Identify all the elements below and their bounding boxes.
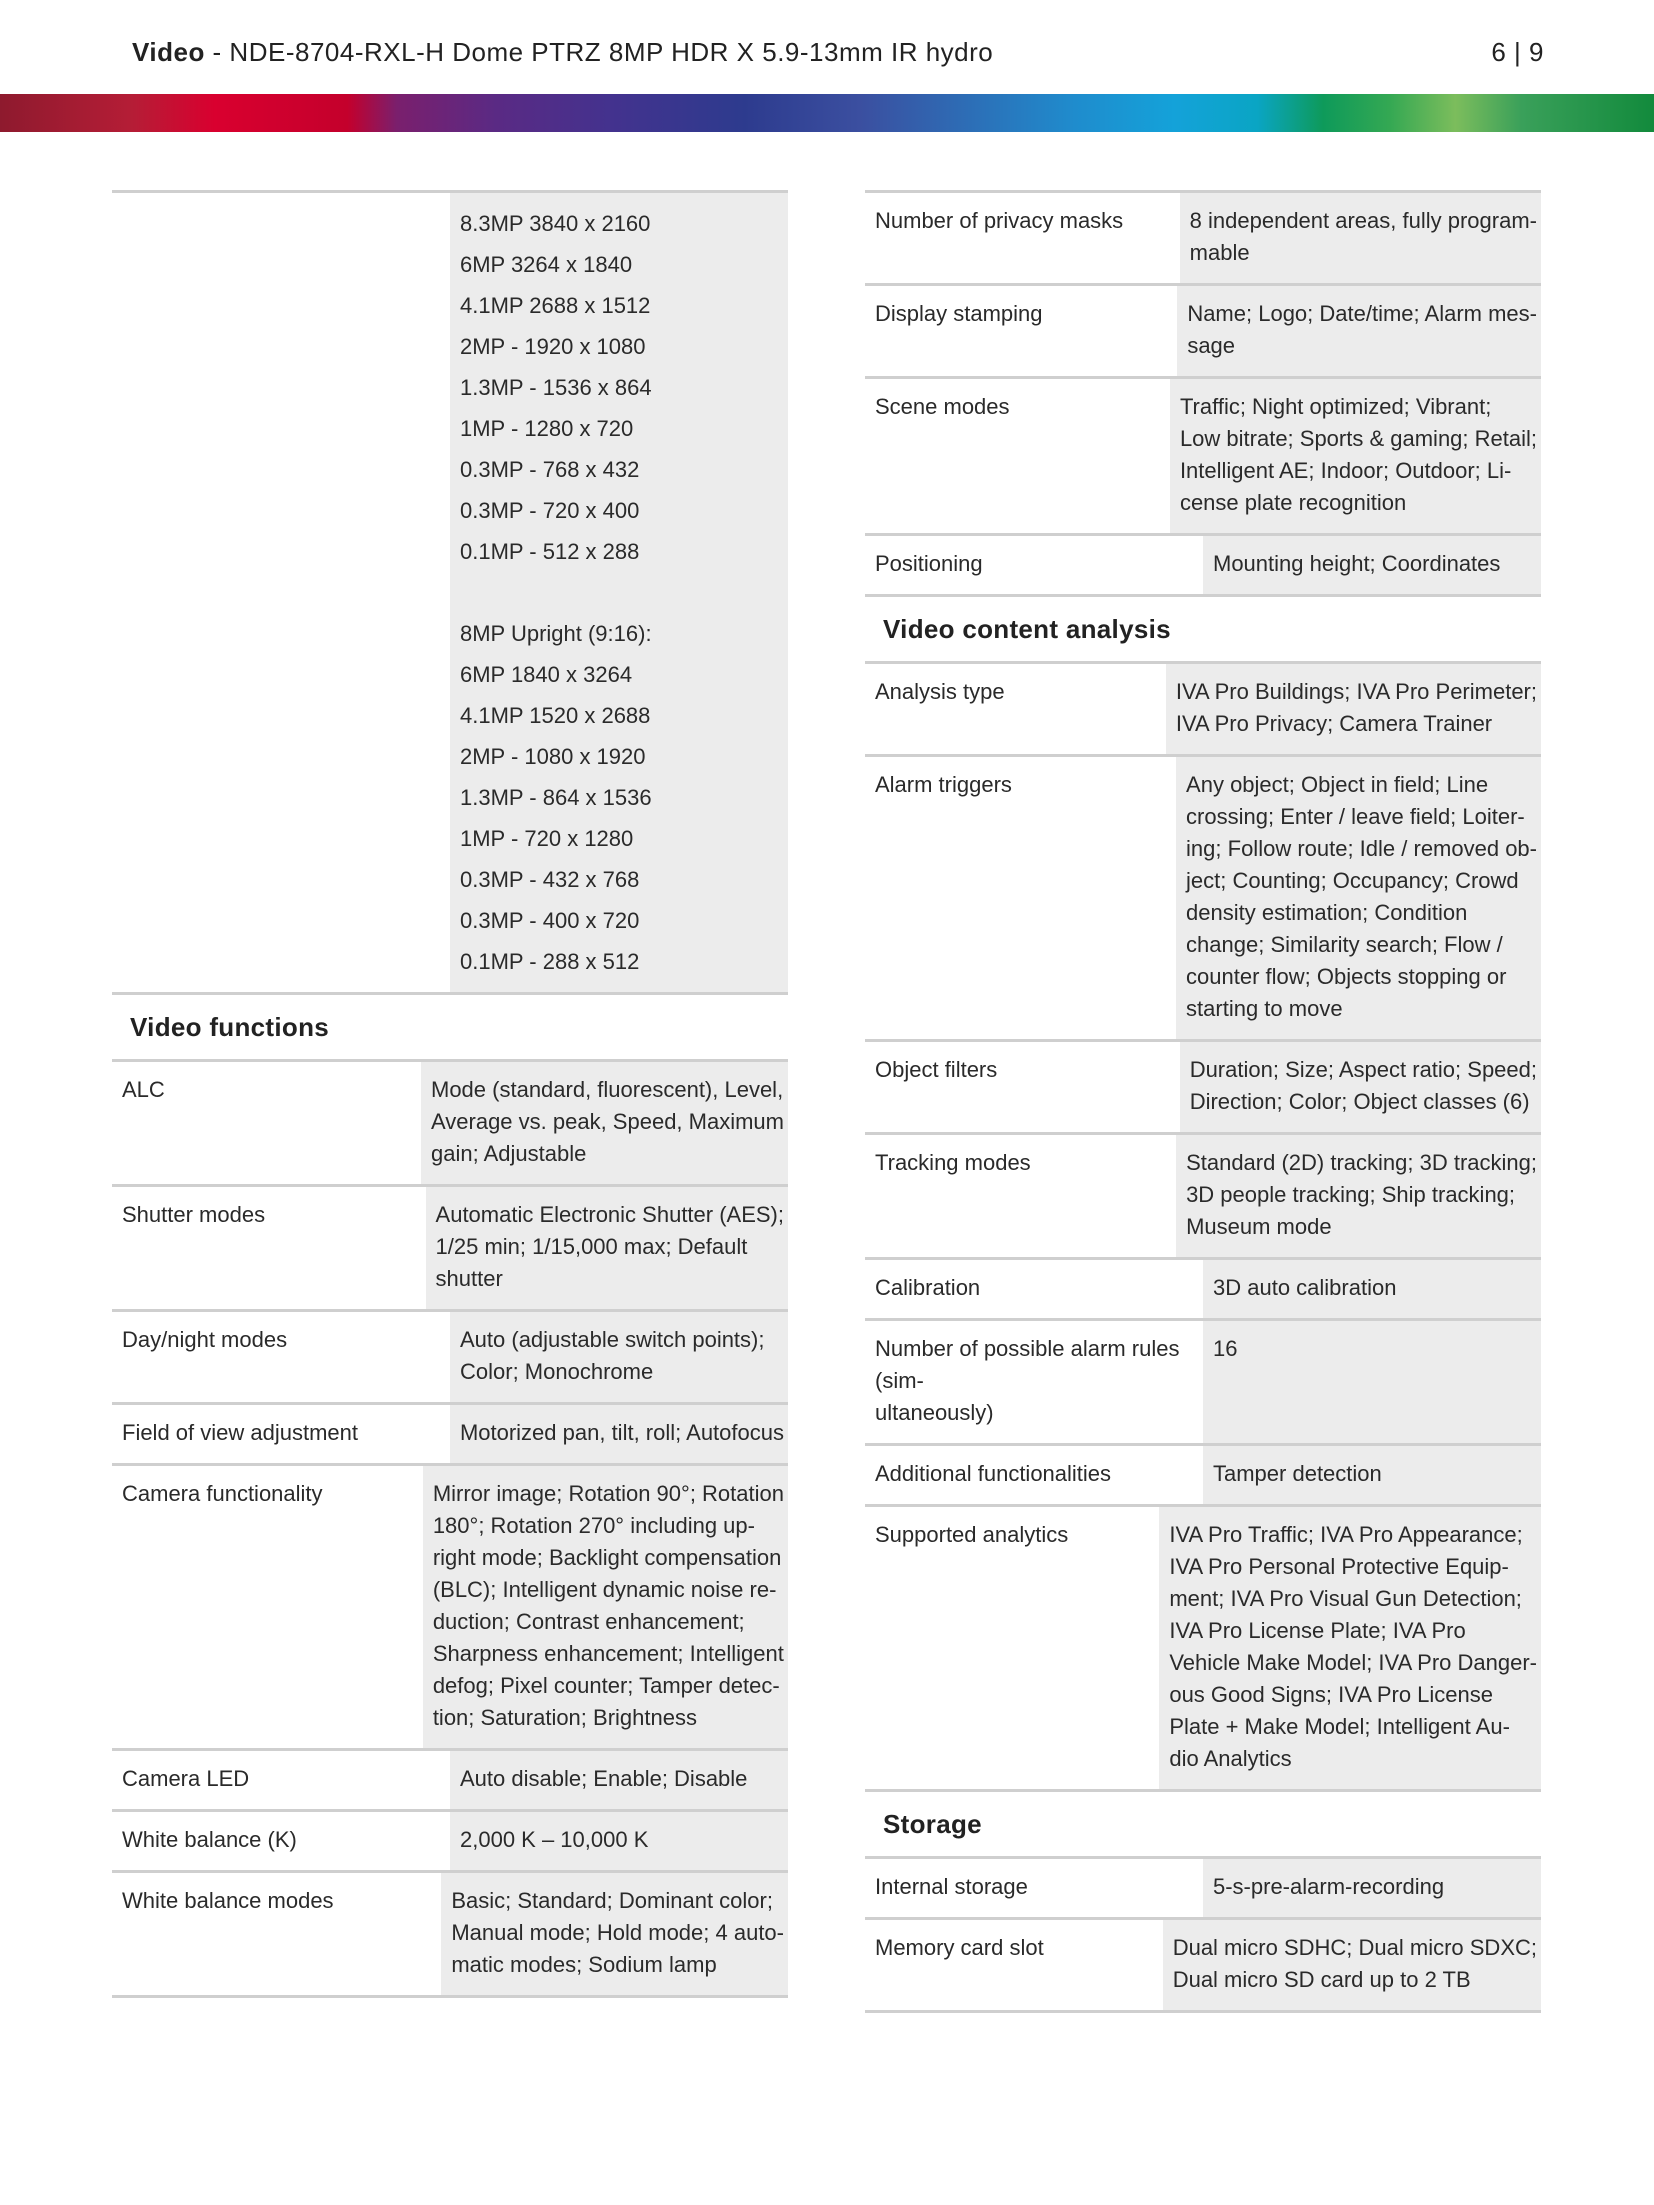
row-value-line: 5-s-pre-alarm-recording — [1213, 1874, 1445, 1899]
row-value-line: Any object; Object in field; Line — [1186, 772, 1489, 797]
section-heading-video-functions: Video functions — [112, 992, 788, 1059]
row-label — [865, 1859, 1203, 1917]
row-value-line: 16 — [1213, 1336, 1238, 1361]
row-label — [112, 1405, 450, 1463]
row-label-line: Positioning — [875, 551, 983, 576]
row-value-line: 3D auto calibration — [1213, 1275, 1397, 1300]
page-header — [132, 30, 1544, 74]
row-value — [421, 1062, 788, 1184]
row-label-line: Additional functionalities — [875, 1461, 1112, 1486]
row-label-line: Object filters — [875, 1057, 998, 1082]
row-label — [865, 1135, 1176, 1257]
row-label — [112, 1873, 441, 1995]
row-label-line: Analysis type — [875, 679, 1005, 704]
row-value-line: matic modes; Sodium lamp — [451, 1952, 717, 1977]
row-value-line: ject; Counting; Occupancy; Crowd — [1186, 868, 1519, 893]
row-label — [865, 664, 1166, 754]
row-value-line: IVA Pro License Plate; IVA Pro — [1169, 1618, 1466, 1643]
resolution-item: 1MP - 1280 x 720 — [460, 416, 634, 441]
table-row — [112, 1184, 788, 1309]
section-heading-storage: Storage — [865, 1789, 1541, 1856]
row-label — [112, 1751, 450, 1809]
resolution-item: 4.1MP 2688 x 1512 — [460, 293, 651, 318]
table-row — [865, 1132, 1541, 1257]
row-value — [1166, 664, 1541, 754]
row-value — [1203, 1321, 1541, 1443]
row-value-line: Museum mode — [1186, 1214, 1332, 1239]
row-label — [112, 1312, 450, 1402]
row-value — [450, 1312, 788, 1402]
row-label — [865, 1507, 1159, 1789]
row-value-line: Standard (2D) tracking; 3D tracking; — [1186, 1150, 1537, 1175]
resolution-item: 0.3MP - 768 x 432 — [460, 457, 640, 482]
row-value-line: crossing; Enter / leave field; Loiter- — [1186, 804, 1525, 829]
table-row — [865, 1504, 1541, 1789]
row-value-line: Basic; Standard; Dominant color; — [451, 1888, 773, 1913]
table-row — [112, 1309, 788, 1402]
row-value-line: Plate + Make Model; Intelligent Au- — [1169, 1714, 1510, 1739]
row-label-line: Shutter modes — [122, 1202, 266, 1227]
row-label-line: Number of privacy masks — [875, 208, 1124, 233]
table-row — [865, 1039, 1541, 1132]
row-value-line: 8 independent areas, fully program- — [1189, 208, 1537, 233]
row-value-line: ment; IVA Pro Visual Gun Detection; — [1169, 1586, 1522, 1611]
row-value-line: right mode; Backlight compensation — [432, 1545, 782, 1570]
row-value — [1163, 1920, 1541, 2010]
row-value — [426, 1187, 788, 1309]
resolution-item: 4.1MP 1520 x 2688 — [460, 703, 651, 728]
row-value-line: Direction; Color; Object classes (6) — [1189, 1089, 1530, 1114]
row-label — [865, 1260, 1203, 1318]
row-label — [865, 193, 1180, 283]
row-value — [423, 1466, 788, 1748]
row-value-line: ous Good Signs; IVA Pro License — [1169, 1682, 1494, 1707]
row-label — [865, 536, 1203, 594]
row-label-line: Number of possible alarm rules (sim- — [875, 1336, 1180, 1393]
row-value — [441, 1873, 788, 1995]
row-label-line: Alarm triggers — [875, 772, 1012, 797]
row-value-line: change; Similarity search; Flow / — [1186, 932, 1503, 957]
table-row — [112, 1402, 788, 1463]
table-row — [865, 1318, 1541, 1443]
row-value-line: Dual micro SDHC; Dual micro SDXC; — [1172, 1935, 1537, 1960]
row-value-line: tion; Saturation; Brightness — [432, 1705, 697, 1730]
resolution-item: 2MP - 1080 x 1920 — [460, 744, 646, 769]
row-value-line: Automatic Electronic Shutter (AES); — [435, 1202, 784, 1227]
section-name: Video — [132, 37, 205, 67]
table-row — [865, 1443, 1541, 1504]
row-value — [450, 1751, 788, 1809]
resolution-item: 2MP - 1920 x 1080 — [460, 334, 646, 359]
row-label-line: Tracking modes — [875, 1150, 1031, 1175]
row-label-line: Supported analytics — [875, 1522, 1069, 1547]
row-label — [865, 379, 1170, 533]
row-value-line: Vehicle Make Model; IVA Pro Danger- — [1169, 1650, 1537, 1675]
row-value — [450, 1812, 788, 1870]
table-row — [865, 1917, 1541, 2013]
storage-table — [865, 1856, 1541, 2013]
resolution-item: 1.3MP - 1536 x 864 — [460, 375, 652, 400]
row-label-line: Memory card slot — [875, 1935, 1044, 1960]
row-value — [1159, 1507, 1541, 1789]
row-value-line: Manual mode; Hold mode; 4 auto- — [451, 1920, 784, 1945]
row-value-line: Duration; Size; Aspect ratio; Speed; — [1189, 1057, 1537, 1082]
row-label — [865, 286, 1177, 376]
row-value — [1180, 1042, 1541, 1132]
resolution-item: 8MP Upright (9:16): — [460, 621, 652, 646]
row-value-line: dio Analytics — [1169, 1746, 1292, 1771]
table-row — [112, 1748, 788, 1809]
row-value-line: IVA Pro Buildings; IVA Pro Perimeter; — [1175, 679, 1537, 704]
row-value-line: starting to move — [1186, 996, 1343, 1021]
row-label — [865, 1920, 1163, 2010]
row-label-line: ultaneously) — [875, 1400, 994, 1425]
row-label-line: Internal storage — [875, 1874, 1028, 1899]
row-value — [1203, 1859, 1541, 1917]
row-value-line: Auto (adjustable switch points); — [460, 1327, 765, 1352]
row-value — [1203, 536, 1541, 594]
row-label — [112, 1466, 423, 1748]
row-value-line: mable — [1189, 240, 1250, 265]
table-row — [112, 1809, 788, 1870]
row-value — [1176, 757, 1541, 1039]
row-value — [450, 1405, 788, 1463]
row-value — [1170, 379, 1541, 533]
row-value-line: shutter — [435, 1266, 503, 1291]
row-value-line: sage — [1187, 333, 1236, 358]
resolution-item: 6MP 1840 x 3264 — [460, 662, 633, 687]
row-value — [1177, 286, 1541, 376]
row-value-line: 180°; Rotation 270° including up- — [432, 1513, 755, 1538]
row-value-line: defog; Pixel counter; Tamper detec- — [432, 1673, 780, 1698]
row-value — [1203, 1446, 1541, 1504]
row-value-line: density estimation; Condition — [1186, 900, 1468, 925]
table-row — [865, 1257, 1541, 1318]
row-value-line: IVA Pro Privacy; Camera Trainer — [1175, 711, 1493, 736]
page-number: 6 | 9 — [1491, 37, 1544, 67]
row-value-line: ing; Follow route; Idle / removed ob- — [1186, 836, 1537, 861]
section-heading-video-content-analysis: Video content analysis — [865, 594, 1541, 661]
resolution-item: 1MP - 720 x 1280 — [460, 826, 634, 851]
row-value-line: 3D people tracking; Ship tracking; — [1186, 1182, 1516, 1207]
table-row — [865, 190, 1541, 283]
row-value-line: IVA Pro Personal Protective Equip- — [1169, 1554, 1509, 1579]
table-row — [112, 1870, 788, 1998]
resolution-item: 8.3MP 3840 x 2160 — [460, 211, 651, 236]
row-value — [1180, 193, 1541, 283]
row-value-line: 2,000 K – 10,000 K — [460, 1827, 649, 1852]
resolution-item: 6MP 3264 x 1840 — [460, 252, 633, 277]
row-value-line: Mirror image; Rotation 90°; Rotation — [432, 1481, 784, 1506]
video-content-analysis-table — [865, 661, 1541, 1789]
row-value-line: cense plate recognition — [1179, 490, 1407, 515]
row-label — [865, 1446, 1203, 1504]
row-value-line: (BLC); Intelligent dynamic noise re- — [432, 1577, 777, 1602]
row-value — [1176, 1135, 1541, 1257]
video-settings-table — [865, 190, 1541, 594]
row-label-line: ALC — [122, 1077, 165, 1102]
row-value-line: Name; Logo; Date/time; Alarm mes- — [1187, 301, 1537, 326]
row-value-line: Auto disable; Enable; Disable — [460, 1766, 748, 1791]
row-label-line: White balance modes — [122, 1888, 334, 1913]
row-value-line: Sharpness enhancement; Intelligent — [432, 1641, 784, 1666]
resolution-item: 0.3MP - 400 x 720 — [460, 908, 640, 933]
row-label-line: Camera LED — [122, 1766, 250, 1791]
table-row — [865, 283, 1541, 376]
resolution-item: 0.1MP - 512 x 288 — [460, 539, 640, 564]
row-value — [1203, 1260, 1541, 1318]
resolution-item: 0.1MP - 288 x 512 — [460, 949, 640, 974]
row-value-line: Color; Monochrome — [460, 1359, 654, 1384]
row-label-line: Calibration — [875, 1275, 981, 1300]
row-value-line: Low bitrate; Sports & gaming; Retail; — [1179, 426, 1537, 451]
table-row — [865, 376, 1541, 533]
table-row — [865, 661, 1541, 754]
row-value-line: Mounting height; Coordinates — [1213, 551, 1501, 576]
resolution-item: 0.3MP - 432 x 768 — [460, 867, 640, 892]
right-column — [865, 190, 1541, 2013]
video-functions-table — [112, 1059, 788, 1998]
row-label-line: Camera functionality — [122, 1481, 323, 1506]
table-row — [865, 533, 1541, 594]
row-value-line: duction; Contrast enhancement; — [432, 1609, 745, 1634]
row-value-line: Tamper detection — [1213, 1461, 1382, 1486]
resolution-row — [112, 190, 788, 992]
row-label-line: Day/night modes — [122, 1327, 288, 1352]
row-label-line: Field of view adjustment — [122, 1420, 358, 1445]
row-label — [112, 1062, 421, 1184]
row-label — [112, 1187, 426, 1309]
row-value-line: Dual micro SD card up to 2 TB — [1172, 1967, 1471, 1992]
row-label — [865, 757, 1176, 1039]
row-label-line: White balance (K) — [122, 1827, 297, 1852]
table-row — [865, 1856, 1541, 1917]
row-value-line: Average vs. peak, Speed, Maximum — [431, 1109, 784, 1134]
resolution-list — [450, 193, 788, 992]
row-value-line: IVA Pro Traffic; IVA Pro Appearance; — [1169, 1522, 1523, 1547]
row-label-line: Display stamping — [875, 301, 1043, 326]
row-label — [865, 1321, 1203, 1443]
left-column — [112, 190, 788, 1998]
row-value-line: Intelligent AE; Indoor; Outdoor; Li- — [1179, 458, 1512, 483]
row-value-line: 1/25 min; 1/15,000 max; Default — [435, 1234, 748, 1259]
row-label — [865, 1042, 1180, 1132]
table-row — [112, 1059, 788, 1184]
row-label — [112, 1812, 450, 1870]
row-value-line: counter flow; Objects stopping or — [1186, 964, 1507, 989]
row-label — [112, 193, 450, 992]
row-value-line: Motorized pan, tilt, roll; Autofocus — [459, 1420, 784, 1445]
row-value-line: Traffic; Night optimized; Vibrant; — [1179, 394, 1492, 419]
table-row — [112, 1463, 788, 1748]
row-label-line: Scene modes — [875, 394, 1010, 419]
row-value-line: gain; Adjustable — [431, 1141, 587, 1166]
brand-color-band — [0, 94, 1654, 132]
document-title: - NDE-8704-RXL-H Dome PTRZ 8MP HDR X 5.9-13mm IR hydro — [204, 37, 994, 67]
resolution-item: 0.3MP - 720 x 400 — [460, 498, 640, 523]
row-value-line: Mode (standard, fluorescent), Level, — [431, 1077, 784, 1102]
table-row — [865, 754, 1541, 1039]
resolution-item: 1.3MP - 864 x 1536 — [460, 785, 652, 810]
spacer — [460, 572, 784, 613]
